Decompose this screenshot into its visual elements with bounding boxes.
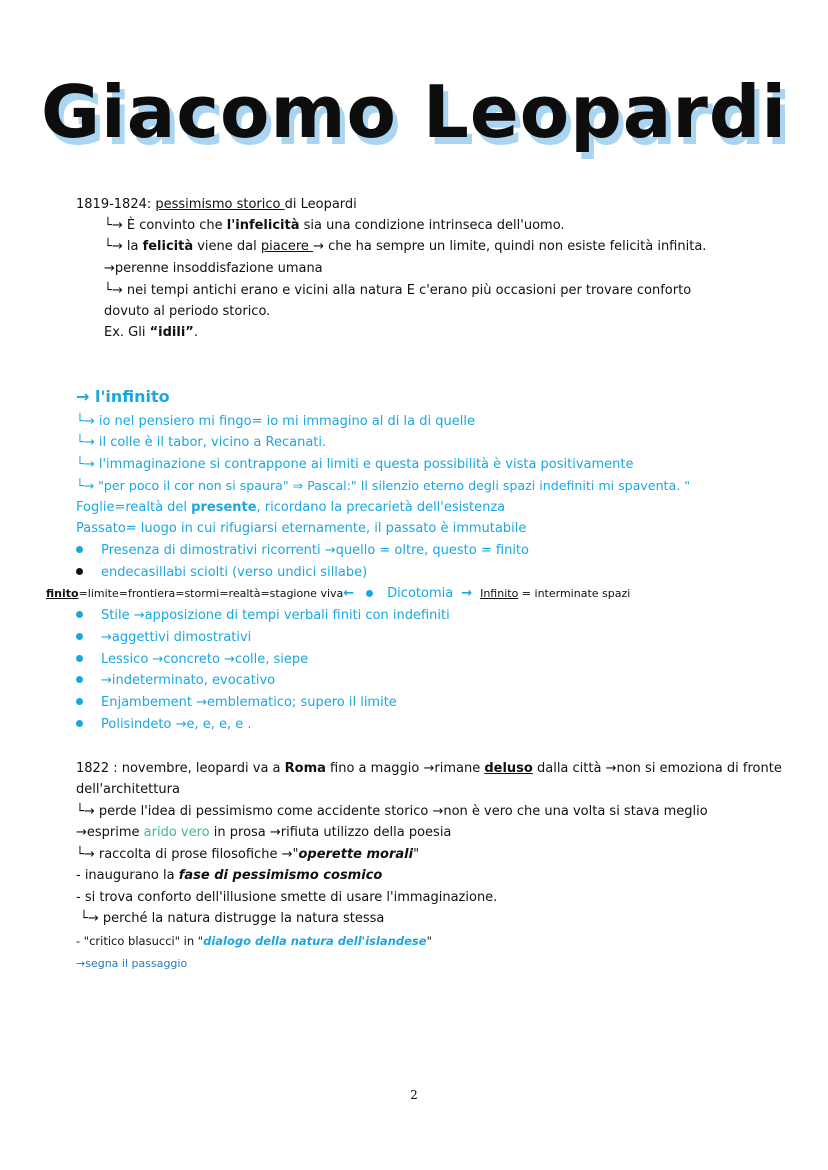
- s2-line-4: └→ "per poco il cor non si spaura" ⇒ Pascal:" Il silenzio eterno degli spazi indefiniti mi spaventa. ": [76, 478, 691, 493]
- bullet-dot: [76, 611, 83, 618]
- arrow-right-icon: →: [461, 586, 473, 601]
- piacere: piacere: [260, 239, 314, 254]
- s3-l1-a: 1822 : novembre, leopardi va a: [76, 761, 285, 776]
- bullet-3-text: Stile →apposizione di tempi verbali finiti con indefiniti: [101, 608, 450, 623]
- page-number: 2: [410, 1088, 418, 1102]
- s1-line-2: [104, 217, 565, 235]
- s2-l5-c: , ricordano la precarietà dell'esistenza: [256, 500, 506, 515]
- s2-line-1: └→ io nel pensiero mi fingo= io mi immagino al di la di quelle: [76, 414, 475, 429]
- bullet-8: [76, 716, 252, 734]
- s3-l4-a: →esprime: [76, 825, 144, 840]
- bullet-7: [76, 694, 397, 712]
- bullet-dot: [366, 590, 373, 597]
- bullet-6: [76, 672, 275, 690]
- date-range: 1819-1824:: [76, 197, 156, 212]
- bullet-dot: [76, 633, 83, 640]
- bullet-4: [76, 629, 251, 647]
- s1-line-4: →perenne insoddisfazione umana: [104, 261, 323, 276]
- deluso: deluso: [484, 761, 533, 776]
- s3-line-5: [76, 846, 419, 864]
- roma: Roma: [284, 761, 326, 776]
- page-title: Giacomo Leopardi: [40, 70, 788, 154]
- s2-l5-a: Foglie=realtà del: [76, 500, 192, 515]
- s3-line-6: [76, 867, 382, 885]
- infinito-word: Infinito: [480, 587, 519, 600]
- pessimismo-storico: pessimismo storico: [155, 197, 285, 212]
- bullet-5: [76, 651, 308, 669]
- arrow-left-icon: ←: [343, 586, 355, 601]
- bullet-dot: [76, 698, 83, 705]
- s1-line-1: [76, 196, 357, 214]
- s1-l7-c: .: [193, 325, 198, 340]
- s2-line-5: [76, 499, 505, 517]
- bullet-8-text: Polisindeto →e, e, e, e .: [101, 717, 252, 732]
- infinito-definition: = interminate spazi: [518, 587, 631, 600]
- dialogo-natura-islandese: dialogo della natura dell'islandese: [203, 934, 427, 948]
- bullet-dot: [76, 655, 83, 662]
- s1-l2-a: └→ È convinto che: [104, 218, 227, 233]
- dicotomia: Dicotomia: [387, 586, 454, 601]
- s3-l4-c: in prosa →rifiuta utilizzo della poesia: [209, 825, 452, 840]
- s3-l9-c: ": [426, 934, 432, 948]
- s3-l5-a: └→ raccolta di prose filosofiche →": [76, 847, 299, 862]
- bullet-dot: [76, 546, 83, 553]
- s1-line-6: dovuto al periodo storico.: [104, 304, 271, 319]
- bullet-dot: [76, 720, 83, 727]
- bullet-5-text: Lessico →concreto →colle, siepe: [101, 652, 309, 667]
- s1-l7-a: Ex. Gli: [104, 325, 150, 340]
- s3-line-1: [76, 760, 782, 778]
- s2-line-3: └→ l'immaginazione si contrappone ai limiti e questa possibilità è vista positivamente: [76, 457, 634, 472]
- infelicita: l'infelicità: [226, 218, 300, 233]
- s3-line-7: - si trova conforto dell'illusione smette di usare l'immaginazione.: [76, 890, 498, 905]
- finito-definition: =limite=frontiera=stormi=realtà=stagione viva: [78, 587, 344, 600]
- bullet-4-text: →aggettivi dimostrativi: [101, 630, 252, 645]
- bullet-dot: [76, 676, 83, 683]
- s1-line-5: └→ nei tempi antichi erano e vicini alla natura E c'erano più occasioni per trovare conforto: [104, 283, 692, 298]
- s1-l3-c: viene dal: [193, 239, 261, 254]
- bullet-6-text: →indeterminato, evocativo: [101, 673, 276, 688]
- finito: finito: [46, 587, 79, 600]
- bullet-1-text: Presenza di dimostrativi ricorrenti →quello = oltre, questo = finito: [101, 543, 529, 558]
- bullet-3: [76, 607, 450, 625]
- s2-line-2: └→ il colle è il tabor, vicino a Recanati.: [76, 435, 327, 450]
- s3-l5-c: ": [413, 847, 420, 862]
- s1-line-3: [104, 238, 706, 256]
- s1-line-7: [104, 324, 198, 342]
- s3-l6-a: - inaugurano la: [76, 868, 179, 883]
- bullet-2: [76, 564, 367, 582]
- s1-l3-a: └→ la: [104, 239, 143, 254]
- s3-line-4: [76, 824, 451, 842]
- bullet-dot: [76, 568, 83, 575]
- pessimismo-cosmico: fase di pessimismo cosmico: [178, 868, 383, 883]
- operette-morali: operette morali: [298, 847, 414, 862]
- felicita: felicità: [142, 239, 194, 254]
- s3-line-9: [76, 932, 432, 950]
- presente: presente: [191, 500, 257, 515]
- s2-line-6: Passato= luogo in cui rifugiarsi eternamente, il passato è immutabile: [76, 521, 527, 536]
- s1-l2-c: sia una condizione intrinseca dell'uomo.: [299, 218, 565, 233]
- s3-line-2: dell'architettura: [76, 782, 180, 797]
- s3-line-3: └→ perde l'idea di pessimismo come accidente storico →non è vero che una volta si stava meglio: [76, 804, 708, 819]
- bullet-2-text: endecasillabi sciolti (verso undici sillabe): [101, 565, 368, 580]
- bullet-7-text: Enjambement →emblematico; supero il limite: [101, 695, 397, 710]
- s1-l3-e: → che ha sempre un limite, quindi non esiste felicità infinita.: [313, 239, 707, 254]
- s1-line-1-tail: di Leopardi: [284, 197, 357, 212]
- s3-l9-a: - "critico blasucci" in ": [76, 934, 204, 948]
- s3-l1-c: fino a maggio →rimane: [325, 761, 485, 776]
- dicotomia-line: [46, 585, 630, 603]
- infinito-heading: → l'infinito: [76, 387, 170, 406]
- arido-vero: arido vero: [143, 825, 210, 840]
- s3-line-10: →segna il passaggio: [76, 957, 188, 970]
- idili: “idili”: [149, 325, 194, 340]
- s3-line-8: └→ perché la natura distrugge la natura stessa: [80, 911, 385, 926]
- bullet-1: [76, 542, 529, 560]
- s3-l1-e: dalla città →non si emoziona di fronte: [532, 761, 782, 776]
